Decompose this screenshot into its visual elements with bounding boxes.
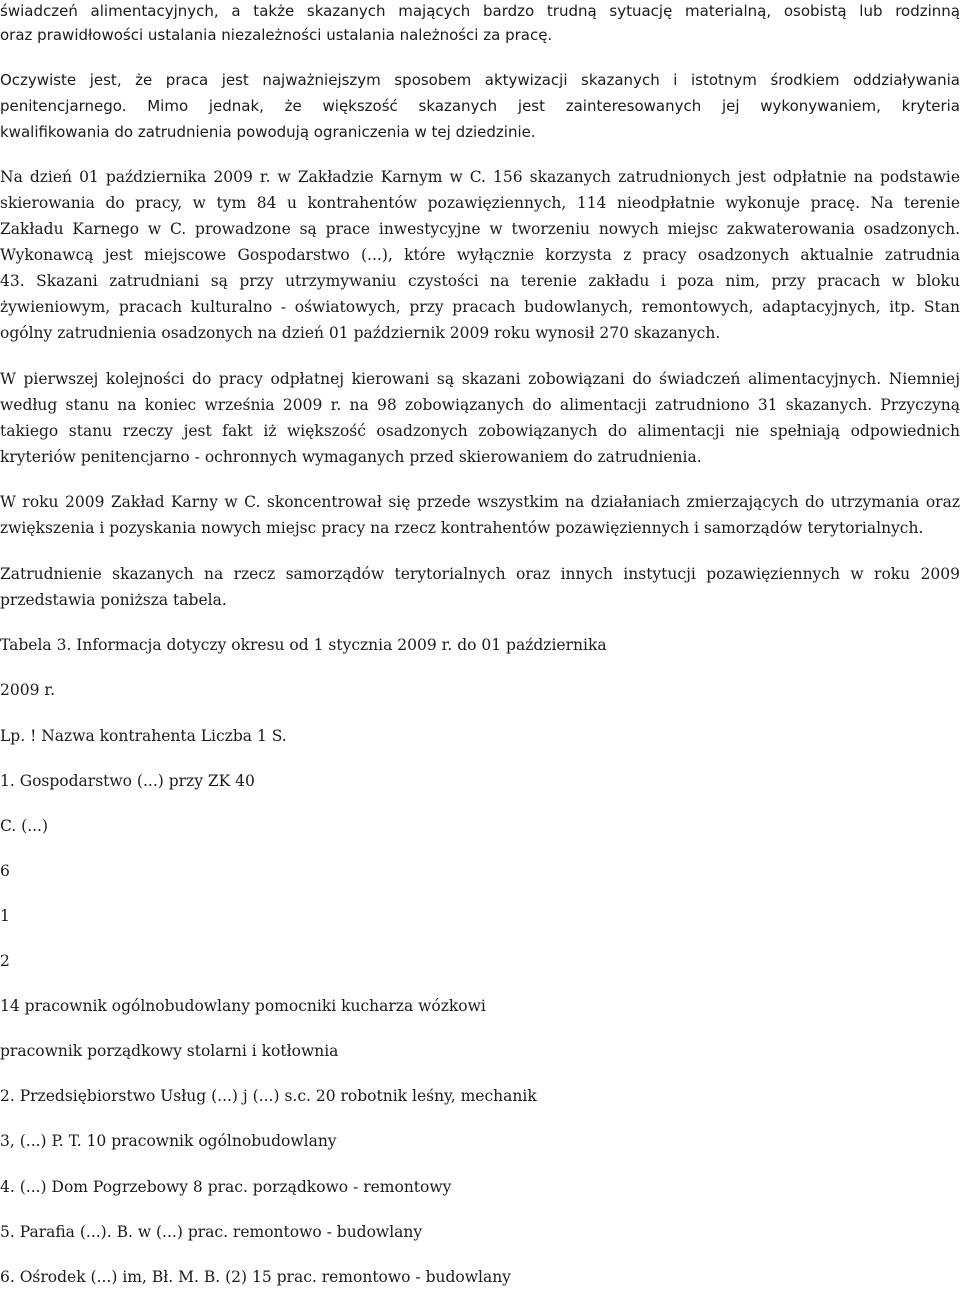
table-caption: Tabela 3. Informacja dotyczy okresu od 1 stycznia 2009 r. do 01 października	[0, 636, 607, 654]
table-row: 14 pracownik ogólnobudowlany pomocniki kucharza wózkowi	[0, 997, 486, 1015]
table-row: pracownik porządkowy stolarni i kotłownia	[0, 1042, 339, 1060]
text-line: świadczeń alimentacyjnych, a także skazanych mających bardzo trudną sytuację materialną, osobistą lub rodzinną	[0, 2, 960, 20]
text-line: W roku 2009 Zakład Karny w C. skoncentrował się przede wszystkim na działaniach zmierzających do utrzymania oraz	[0, 493, 960, 511]
text-line: Zatrudnienie skazanych na rzecz samorządów terytorialnych oraz innych instytucji pozawięziennych w roku 2009	[0, 565, 960, 583]
table-row: C. (...)	[0, 817, 49, 835]
text-line: kwalifikowania do zatrudnienia powodują ograniczenia w tej dziedzinie.	[0, 123, 536, 141]
text-line: żywieniowym, pracach kulturalno - oświatowych, przy pracach budowlanych, remontowych, adaptacyjnych, itp. Stan	[0, 298, 960, 316]
table-row: 3, (...) P. T. 10 pracownik ogólnobudowlany	[0, 1132, 337, 1150]
table-header: Lp. ! Nazwa kontrahenta Liczba 1 S.	[0, 727, 287, 745]
text-line: skierowania do pracy, w tym 84 u kontrahentów pozawięziennych, 114 nieodpłatnie wykonuje pracę. Na terenie	[0, 194, 960, 212]
text-line: oraz prawidłowości ustalania niezależności ustalania należności za pracę.	[0, 26, 553, 44]
text-line: 43. Skazani zatrudniani są przy utrzymywaniu czystości na terenie zakładu i poza nim, przy pracach w bloku	[0, 272, 960, 290]
text-line: według stanu na koniec września 2009 r. na 98 zobowiązanych do alimentacji zatrudniono 31 skazanych. Przyczyną	[0, 396, 960, 414]
text-line: takiego stanu rzeczy jest fakt iż większość osadzonych zobowiązanych do alimentacji nie spełniają odpowiednich	[0, 422, 960, 440]
table-caption: 2009 r.	[0, 681, 56, 699]
table-row: 1	[0, 907, 10, 925]
text-line: Zakładu Karnego w C. prowadzone są prace inwestycyjne w tworzeniu nowych miejsc zakwaterowania osadzonych.	[0, 220, 960, 238]
text-line: zwiększenia i pozyskania nowych miejsc pracy na rzecz kontrahentów pozawięziennych i samorządów terytorialnych.	[0, 519, 924, 537]
table-row: 5. Parafia (...). B. w (...) prac. remontowo - budowlany	[0, 1223, 423, 1241]
table-row: 2	[0, 952, 10, 970]
text-line: ogólny zatrudnienia osadzonych na dzień 01 październik 2009 roku wynosił 270 skazanych.	[0, 324, 721, 342]
text-line: Oczywiste jest, że praca jest najważniejszym sposobem aktywizacji skazanych i istotnym środkiem oddziaływania	[0, 71, 960, 89]
table-row: 1. Gospodarstwo (...) przy ZK 40	[0, 772, 255, 790]
text-line: Na dzień 01 października 2009 r. w Zakładzie Karnym w C. 156 skazanych zatrudnionych jest odpłatnie na podstawie	[0, 168, 960, 186]
text-line: Wykonawcą jest miejscowe Gospodarstwo (...), które wyłącznie korzysta z pracy osadzonych aktualnie zatrudnia	[0, 246, 960, 264]
text-line: W pierwszej kolejności do pracy odpłatnej kierowani są skazani zobowiązani do świadczeń alimentacyjnych. Niemniej	[0, 370, 960, 388]
text-line: kryteriów penitencjarno - ochronnych wymaganych przed skierowaniem do zatrudnienia.	[0, 448, 702, 466]
text-line: przedstawia poniższa tabela.	[0, 591, 227, 609]
table-row: 6. Ośrodek (...) im, Bł. M. B. (2) 15 prac. remontowo - budowlany	[0, 1268, 511, 1286]
text-line: penitencjarnego. Mimo jednak, że większość skazanych jest zainteresowanych jej wykonywaniem, kryteria	[0, 97, 960, 115]
table-row: 2. Przedsiębiorstwo Usług (...) j (...) s.c. 20 robotnik leśny, mechanik	[0, 1087, 537, 1105]
table-row: 4. (...) Dom Pogrzebowy 8 prac. porządkowo - remontowy	[0, 1178, 452, 1196]
table-row: 6	[0, 862, 10, 880]
